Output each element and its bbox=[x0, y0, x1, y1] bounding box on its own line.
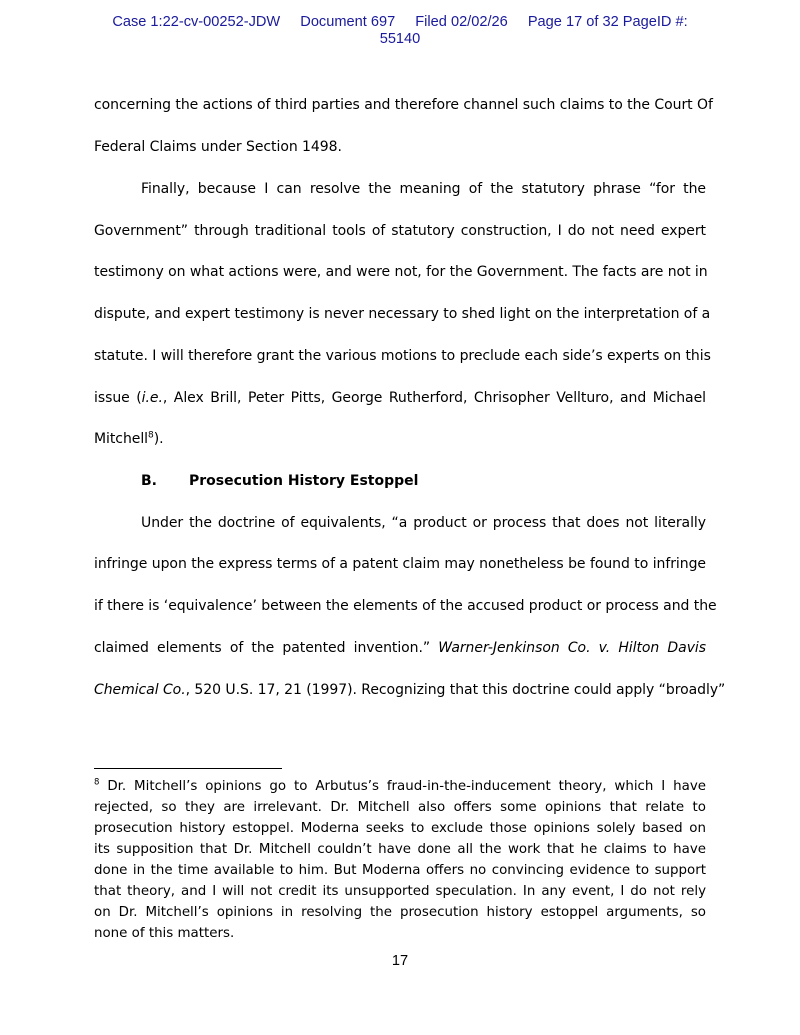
body-line: infringe upon the express terms of a patent claim may nonetheless be found to infringe bbox=[94, 556, 706, 572]
footnote-separator bbox=[94, 768, 282, 769]
body-line: concerning the actions of third parties and therefore channel such claims to the Court Of bbox=[94, 97, 713, 113]
case-citation-italic: Chemical Co. bbox=[94, 682, 186, 698]
footnote-line: rejected, so they are irrelevant. Dr. Mitchell also offers some opinions that relate to bbox=[94, 800, 706, 815]
footnote-line: done in the time available to him. But Moderna offers no convincing evidence to support bbox=[94, 863, 706, 878]
body-line: Finally, because I can resolve the meaning of the statutory phrase “for the bbox=[141, 181, 706, 197]
body-line: issue (i.e., Alex Brill, Peter Pitts, George Rutherford, Chrisopher Vellturo, and Michael bbox=[94, 390, 706, 406]
footnote-line: none of this matters. bbox=[94, 926, 235, 941]
document-number: Document 697 bbox=[300, 14, 396, 30]
ecf-header-line-1 bbox=[0, 14, 800, 31]
body-line: statute. I will therefore grant the various motions to preclude each side’s experts on this bbox=[94, 348, 711, 364]
body-line: Chemical Co., 520 U.S. 17, 21 (1997). Recognizing that this doctrine could apply “broadly” bbox=[94, 682, 726, 698]
section-title: Prosecution History Estoppel bbox=[189, 473, 419, 489]
page-id: 55140 bbox=[379, 31, 421, 47]
footnote-line: $^8$ Dr. Mitchell’s opinions go to Arbutus’s fraud-in-the-inducement theory, which I have bbox=[94, 777, 706, 794]
filed-date: Filed 02/02/26 bbox=[415, 14, 508, 30]
footnote-marker: 8 bbox=[94, 777, 100, 788]
page-info: Page 17 of 32 PageID #: bbox=[527, 14, 688, 30]
case-number: Case 1:22-cv-00252-JDW bbox=[112, 14, 281, 30]
case-citation-italic: Warner-Jenkinson Co. v. Hilton Davis bbox=[438, 640, 707, 656]
footnote-line: prosecution history estoppel. Moderna seeks to exclude those opinions solely based on bbox=[94, 821, 706, 836]
body-line: Under the doctrine of equivalents, “a product or process that does not literally bbox=[141, 515, 706, 531]
section-letter: B. bbox=[141, 473, 157, 489]
body-line: Government” through traditional tools of statutory construction, I do not need expert bbox=[94, 223, 706, 239]
body-line: if there is ‘equivalence’ between the elements of the accused product or process and the bbox=[94, 598, 717, 614]
body-line: Federal Claims under Section 1498. bbox=[94, 139, 342, 155]
footnote-line: its supposition that Dr. Mitchell couldn’t have done all the work that he claims to have bbox=[94, 842, 706, 857]
body-line: Mitchell$^8$). bbox=[94, 430, 164, 447]
body-line: testimony on what actions were, and were not, for the Government. The facts are not in bbox=[94, 264, 708, 280]
footnote-line: that theory, and I will not credit its unsupported speculation. In any event, I do not rely bbox=[94, 884, 706, 899]
ecf-header bbox=[0, 14, 800, 48]
ie-italic: i.e. bbox=[141, 390, 163, 406]
section-heading bbox=[141, 471, 418, 491]
body-line: claimed elements of the patented invention.” Warner-Jenkinson Co. v. Hilton Davis bbox=[94, 640, 707, 656]
footnote-line: on Dr. Mitchell’s opinions in resolving the prosecution history estoppel arguments, so bbox=[94, 905, 706, 920]
footnote-reference[interactable]: 8 bbox=[148, 430, 154, 441]
body-line: dispute, and expert testimony is never necessary to shed light on the interpretation of a bbox=[94, 306, 711, 322]
page-number: 17 bbox=[391, 953, 409, 969]
